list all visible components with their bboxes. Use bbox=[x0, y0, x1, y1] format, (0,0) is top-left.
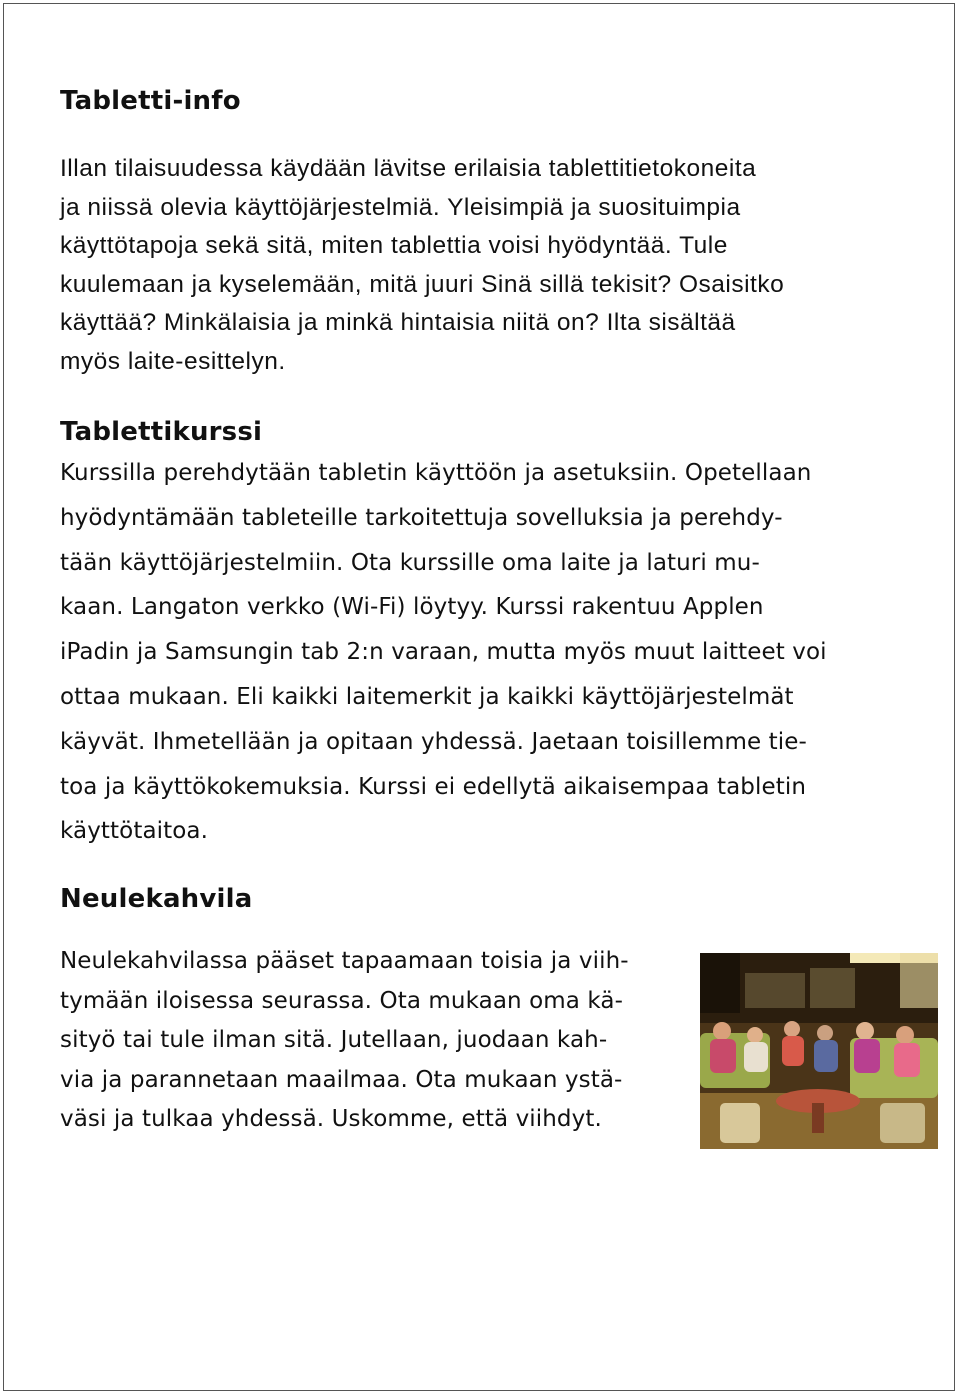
text-line: ja niissä olevia käyttöjärjestelmiä. Yleisimpiä ja suosituimpia bbox=[60, 193, 741, 221]
heading-tablettikurssi: Tablettikurssi bbox=[60, 417, 263, 447]
text-line: Illan tilaisuudessa käydään lävitse erilaisia tablettitietokoneita bbox=[60, 155, 757, 182]
paragraph-tablettikurssi bbox=[60, 451, 910, 854]
text-line: käyttää? Minkälaisia ja minkä hintaisia niitä on? Ilta sisältää bbox=[60, 309, 736, 336]
heading-neulekahvila: Neulekahvila bbox=[60, 884, 253, 915]
knitting-cafe-photo bbox=[700, 953, 938, 1149]
text-line: via ja parannetaan maailmaa. Ota mukaan ystä- bbox=[60, 1066, 623, 1093]
text-line: kaan. Langaton verkko (Wi-Fi) löytyy. Kurssi rakentuu Applen bbox=[60, 594, 764, 621]
text-line: Neulekahvilassa pääset tapaamaan toisia ja viih- bbox=[60, 948, 629, 975]
text-line: toa ja käyttökokemuksia. Kurssi ei edellytä aikaisempaa tabletin bbox=[60, 773, 806, 800]
text-line: hyödyntämään tableteille tarkoitettuja sovelluksia ja perehdy- bbox=[60, 504, 783, 531]
text-line: iPadin ja Samsungin tab 2:n varaan, mutta myös muut laitteet voi bbox=[60, 639, 827, 666]
paragraph-tabletti-info bbox=[60, 150, 910, 381]
text-line: Kurssilla perehdytään tabletin käyttöön ja asetuksiin. Opetellaan bbox=[60, 460, 812, 486]
text-line: käyttötaitoa. bbox=[60, 818, 209, 845]
text-line: tymään iloisessa seurassa. Ota mukaan oma kä- bbox=[60, 987, 623, 1014]
text-line: kuulemaan ja kyselemään, mitä juuri Sinä sillä tekisit? Osaisitko bbox=[60, 270, 785, 298]
text-line: ottaa mukaan. Eli kaikki laitemerkit ja kaikki käyttöjärjestelmät bbox=[60, 683, 794, 710]
heading-tabletti-info: Tabletti-info bbox=[60, 86, 241, 116]
text-line: sityö tai tule ilman sitä. Jutellaan, juodaan kah- bbox=[60, 1027, 608, 1054]
paragraph-neulekahvila bbox=[60, 942, 700, 1140]
text-line: väsi ja tulkaa yhdessä. Uskomme, että viihdyt. bbox=[60, 1106, 602, 1133]
text-line: tään käyttöjärjestelmiin. Ota kurssille oma laite ja laturi mu- bbox=[60, 549, 760, 576]
text-line: käyttötapoja sekä sitä, miten tablettia voisi hyödyntää. Tule bbox=[60, 232, 728, 259]
text-line: myös laite-esittelyn. bbox=[60, 347, 286, 375]
text-line: käyvät. Ihmetellään ja opitaan yhdessä. Jaetaan toisillemme tie- bbox=[60, 728, 807, 755]
